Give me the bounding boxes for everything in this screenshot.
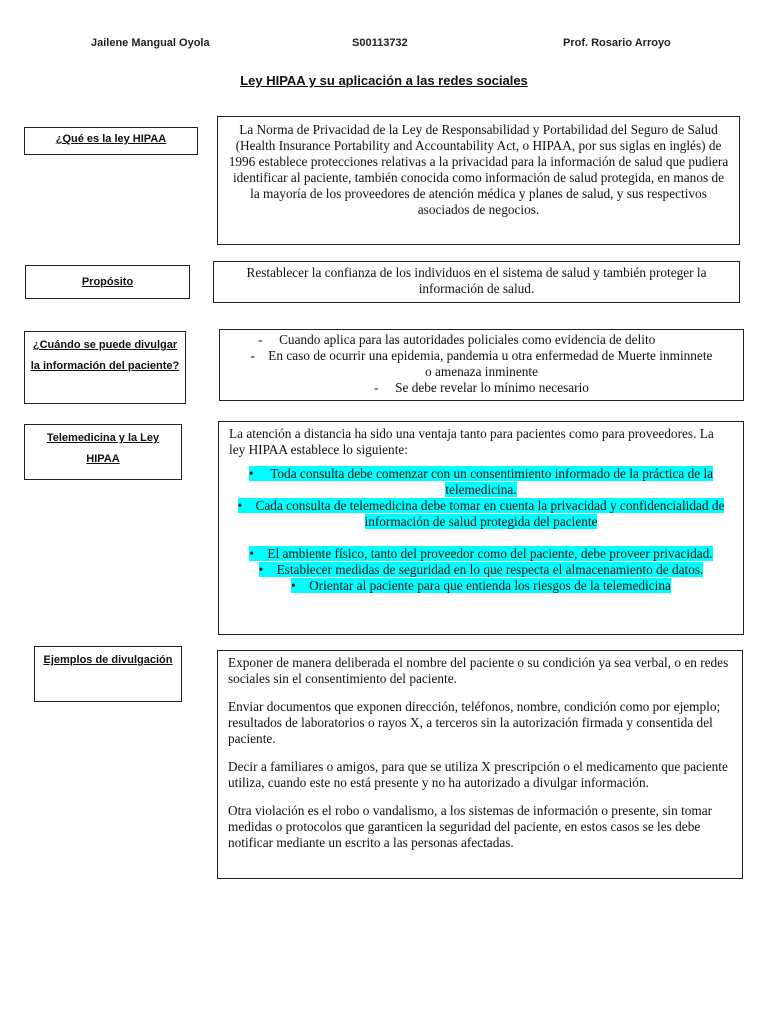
label-ejemplos: Ejemplos de divulgación xyxy=(34,646,182,702)
box-ejemplos xyxy=(217,650,743,879)
box-proposito xyxy=(213,261,740,303)
list-item: • Orientar al paciente para que entienda los riesgos de la telemedicina xyxy=(291,578,671,593)
ejemplo-paragraph: Enviar documentos que exponen dirección, teléfonos, nombre, condición como por ejemplo; resultados de laboratorios o rayos X, a terceros sin la autorización firmada y consentida del paciente. xyxy=(228,699,721,746)
box-que-es xyxy=(217,116,740,245)
label-telemedicina: Telemedicina y la Ley HIPAA xyxy=(24,424,182,480)
document-title: Ley HIPAA y su aplicación a las redes sociales xyxy=(240,73,528,88)
que-es-text: La Norma de Privacidad de la Ley de Responsabilidad y Portabilidad del Seguro de Salud (Health Insurance Portability and Accountability Act, o HIPAA, por sus siglas en inglés) de 1996 establece protecciones relativas a la privacidad para la información de salud que pudiera identificar al paciente, también conocida como información de salud protegida, en manos de la mayoría de los proveedores de atención médica y planes de salud, y sus respectivos asociados de negocios. xyxy=(228,122,729,217)
list-item: • Toda consulta debe comenzar con un consentimiento informado de la práctica de la telemedicina. xyxy=(248,466,714,497)
list-item: • Establecer medidas de seguridad en lo que respecta el almacenamiento de datos. xyxy=(258,562,704,577)
ejemplo-paragraph: Otra violación es el robo o vandalismo, a los sistemas de información o presente, sin tomar medidas o protocolos que garanticen la seguridad del paciente, en estos casos se les debe notificar mediante un escrito a las personas afectadas. xyxy=(228,803,713,850)
label-proposito: Propósito xyxy=(25,265,190,299)
label-que-es: ¿Qué es la ley HIPAA xyxy=(24,127,198,155)
telemedicina-intro: La atención a distancia ha sido una ventaja tanto para pacientes como para proveedores. La ley HIPAA establece lo siguiente: xyxy=(229,426,714,457)
box-telemedicina xyxy=(218,421,744,635)
student-id: S00113732 xyxy=(352,37,408,49)
list-item: • Cada consulta de telemedicina debe tomar en cuenta la privacidad y confidencialidad de información de salud protegida del paciente xyxy=(237,498,725,529)
ejemplo-paragraph: Exponer de manera deliberada el nombre del paciente o su condición ya sea verbal, o en redes sociales sin el consentimiento del paciente. xyxy=(228,655,729,686)
cuando-item-3: - Se debe revelar lo mínimo necesario xyxy=(374,380,589,395)
list-item: • El ambiente físico, tanto del proveedor como del paciente, debe proveer privacidad. xyxy=(249,546,713,561)
cuando-item-1: - Cuando aplica para las autoridades policiales como evidencia de delito xyxy=(258,332,656,347)
professor-name: Prof. Rosario Arroyo xyxy=(563,37,671,49)
ejemplo-paragraph: Decir a familiares o amigos, para que se utiliza X prescripción o el medicamento que paciente utiliza, cuando este no está presente y no ha autorizado a divulgar información. xyxy=(228,759,728,790)
proposito-text: Restablecer la confianza de los individuos en el sistema de salud y también proteger la información de salud. xyxy=(246,265,707,296)
student-name: Jailene Mangual Oyola xyxy=(91,37,210,49)
telemedicina-list xyxy=(229,466,733,594)
cuando-item-2: - En caso de ocurrir una epidemia, pandemia u otra enfermedad de Muerte inminnete o amenaza inminente xyxy=(250,348,713,379)
label-cuando: ¿Cuándo se puede divulgar la información del paciente? xyxy=(24,331,186,404)
box-cuando xyxy=(219,329,744,401)
